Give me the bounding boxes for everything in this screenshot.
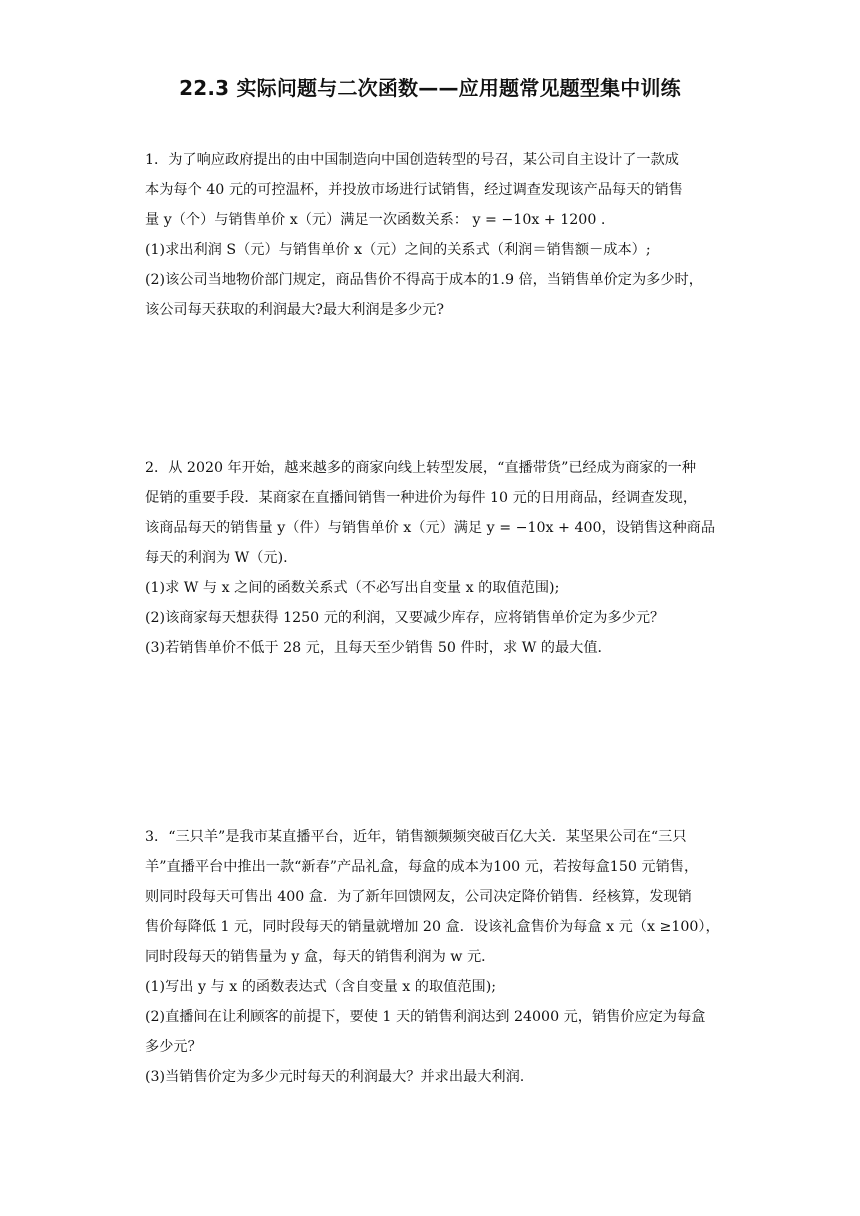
question-line: (3)若销售单价不低于 28 元，且每天至少销售 50 件时，求 W 的最大值． [145, 640, 612, 656]
question-line: (1)求 W 与 x 之间的函数关系式（不必写出自变量 x 的取值范围); [145, 580, 560, 596]
question-line: 售价每降低 1 元，同时段每天的销量就增加 20 盒．设该礼盒售价为每盒 x 元（x ≥100）， [145, 919, 720, 935]
question-line: (3)当销售价定为多少元时每天的利润最大？并求出最大利润. [145, 1069, 525, 1085]
question-line: 1．为了响应政府提出的由中国制造向中国创造转型的号召，某公司自主设计了一款成 [145, 152, 679, 168]
question-line: 多少元？ [145, 1039, 202, 1055]
question-line: 3．“三只羊”是我市某直播平台，近年，销售额频频突破百亿大关．某坚果公司在“三只 [145, 829, 687, 845]
question-2 [145, 453, 720, 663]
question-line: 该公司每天获取的利润最大?最大利润是多少元? [145, 302, 444, 318]
question-line: 量 y（个）与销售单价 x（元）满足一次函数关系： y = −10x + 1200 . [145, 212, 606, 228]
question-line: 本为每个 40 元的可控温杯，并投放市场进行试销售，经过调查发现该产品每天的销售 [145, 182, 683, 198]
question-line: 该商品每天的销售量 y（件）与销售单价 x（元）满足 y = −10x + 400，设销售这种商品 [145, 520, 716, 536]
question-line: (1)求出利润 S（元）与销售单价 x（元）之间的关系式（利润＝销售额－成本）; [145, 242, 651, 258]
question-line: 2．从 2020 年开始，越来越多的商家向线上转型发展，“直播带货”已经成为商家的一种 [145, 460, 697, 476]
question-line: (2)该公司当地物价部门规定，商品售价不得高于成本的1.9 倍，当销售单价定为多少时， [145, 272, 703, 288]
question-line: 则同时段每天可售出 400 盒．为了新年回馈网友，公司决定降价销售．经核算，发现销 [145, 889, 692, 905]
document-title: 22.3 实际问题与二次函数——应用题常见题型集中训练 [179, 76, 681, 100]
question-line: 羊”直播平台中推出一款“新春”产品礼盒，每盒的成本为100 元，若按每盒150 元销售， [145, 859, 699, 875]
question-line: (2)该商家每天想获得 1250 元的利润，又要减少库存，应将销售单价定为多少元？ [145, 610, 665, 626]
question-line: (1)写出 y 与 x 的函数表达式（含自变量 x 的取值范围); [145, 979, 497, 995]
question-line: 每天的利润为 W（元). [145, 550, 288, 566]
question-line: 同时段每天的销售量为 y 盒，每天的销售利润为 w 元． [145, 949, 496, 965]
question-line: 促销的重要手段．某商家在直播间销售一种进价为每件 10 元的日用商品，经调查发现， [145, 490, 698, 506]
question-1 [145, 145, 720, 325]
question-line: (2)直播间在让利顾客的前提下，要使 1 天的销售利润达到 24000 元，销售价应定为每盒 [145, 1009, 706, 1025]
question-3 [145, 822, 720, 1092]
